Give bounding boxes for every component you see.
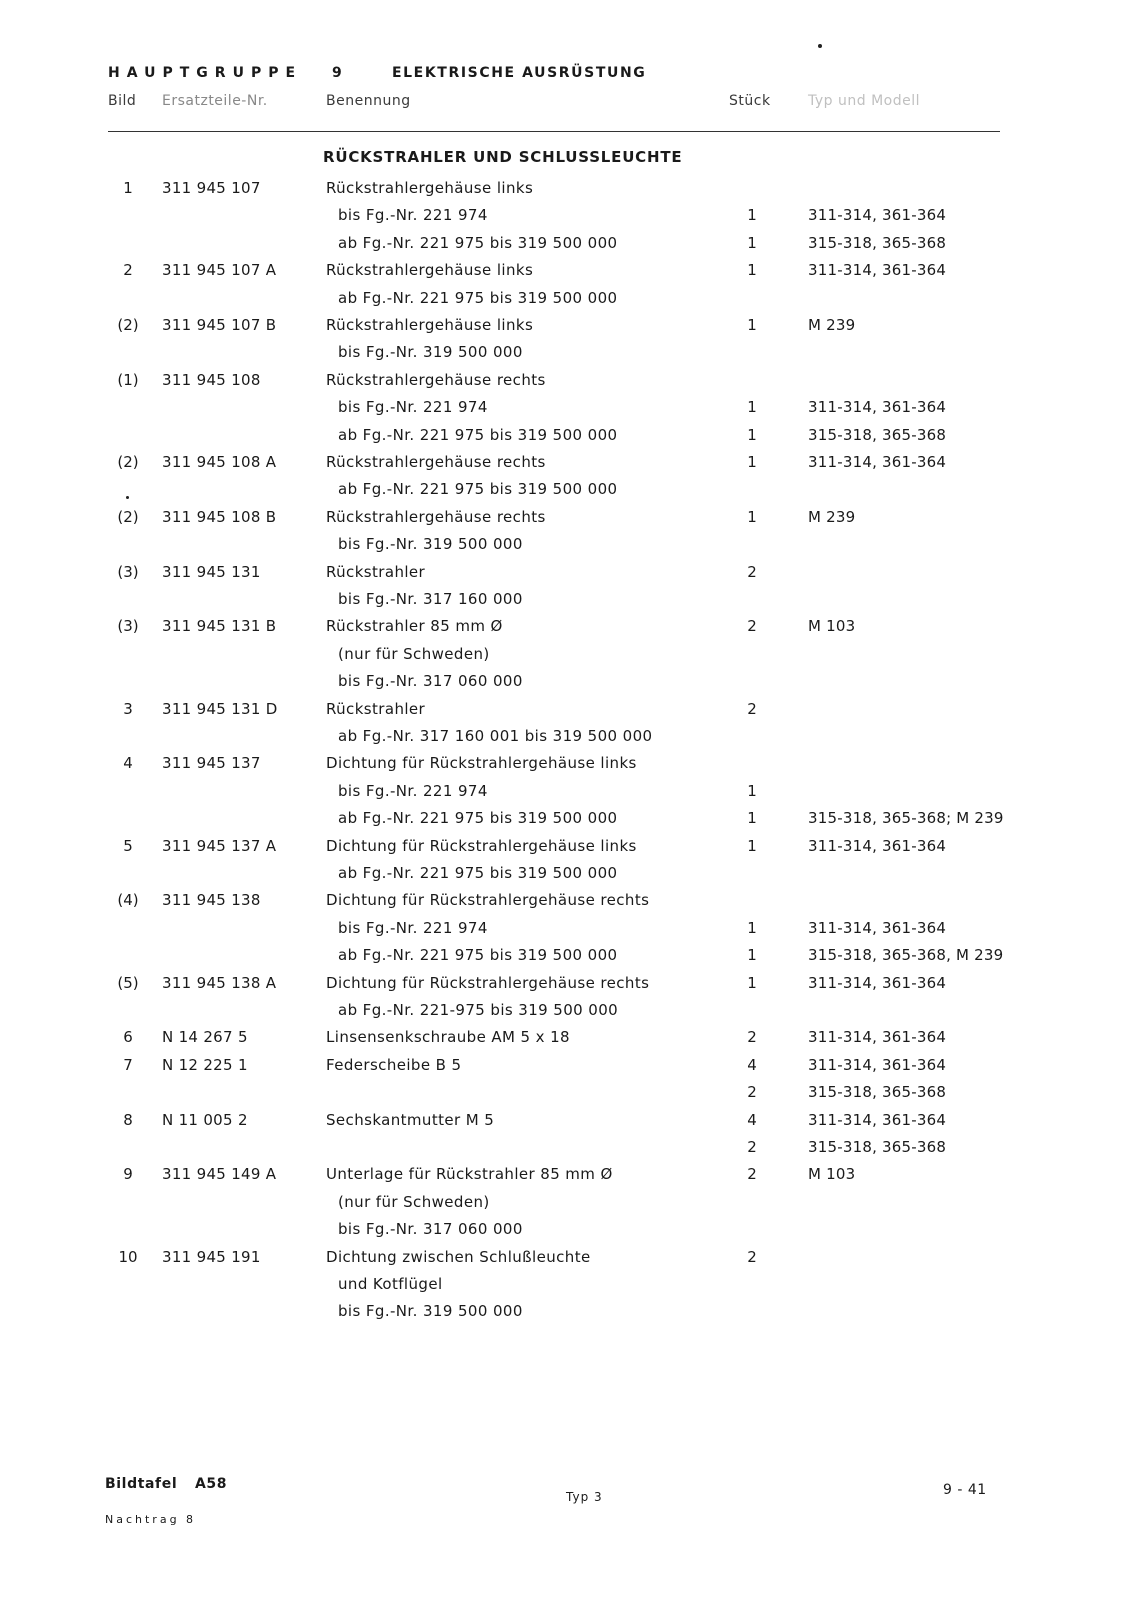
cell-typ: M 103 bbox=[808, 1165, 856, 1183]
cell-bild: 6 bbox=[123, 1028, 133, 1046]
cell-ersatzteil-nr: 311 945 108 bbox=[162, 371, 261, 389]
cell-benennung: bis Fg.-Nr. 221 974 bbox=[338, 206, 488, 224]
cell-stueck: 2 bbox=[747, 563, 757, 581]
cell-benennung: bis Fg.-Nr. 221 974 bbox=[338, 782, 488, 800]
table-row bbox=[0, 508, 1137, 532]
cell-benennung: ab Fg.-Nr. 221 975 bis 319 500 000 bbox=[338, 809, 618, 827]
cell-bild: (5) bbox=[117, 974, 139, 992]
cell-typ: 311-314, 361-364 bbox=[808, 206, 947, 224]
cell-bild: 7 bbox=[123, 1056, 133, 1074]
table-row bbox=[0, 946, 1137, 970]
table-row bbox=[0, 891, 1137, 915]
cell-bild: (4) bbox=[117, 891, 139, 909]
table-row bbox=[0, 919, 1137, 943]
cell-benennung: Rückstrahler bbox=[326, 700, 426, 718]
cell-typ: 315-318, 365-368 bbox=[808, 234, 947, 252]
bildtafel-label: Bildtafel bbox=[105, 1476, 178, 1492]
cell-typ: 311-314, 361-364 bbox=[808, 1111, 947, 1129]
column-header-benennung: Benennung bbox=[326, 93, 411, 109]
cell-stueck: 1 bbox=[747, 508, 757, 526]
cell-benennung: ab Fg.-Nr. 221 975 bis 319 500 000 bbox=[338, 234, 618, 252]
hauptgruppe-title: ELEKTRISCHE AUSRÜSTUNG bbox=[392, 65, 647, 81]
cell-typ: 311-314, 361-364 bbox=[808, 261, 947, 279]
cell-typ: 311-314, 361-364 bbox=[808, 1028, 947, 1046]
page-number: 9 - 41 bbox=[943, 1482, 987, 1498]
table-row bbox=[0, 754, 1137, 778]
cell-typ: M 239 bbox=[808, 316, 856, 334]
table-row bbox=[0, 206, 1137, 230]
cell-benennung: ab Fg.-Nr. 221-975 bis 319 500 000 bbox=[338, 1001, 619, 1019]
cell-ersatzteil-nr: N 14 267 5 bbox=[162, 1028, 248, 1046]
cell-bild: (2) bbox=[117, 316, 139, 334]
section-title: RÜCKSTRAHLER UND SCHLUSSLEUCHTE bbox=[323, 148, 683, 166]
column-header-bild: Bild bbox=[108, 93, 137, 109]
cell-benennung: Dichtung für Rückstrahlergehäuse rechts bbox=[326, 891, 650, 909]
cell-stueck: 1 bbox=[747, 946, 757, 964]
cell-benennung: Federscheibe B 5 bbox=[326, 1056, 462, 1074]
cell-stueck: 4 bbox=[747, 1056, 757, 1074]
cell-stueck: 2 bbox=[747, 1248, 757, 1266]
column-header-ersatzteil: Ersatzteile-Nr. bbox=[162, 93, 268, 109]
cell-bild: 4 bbox=[123, 754, 133, 772]
cell-stueck: 2 bbox=[747, 1165, 757, 1183]
table-row bbox=[0, 289, 1137, 313]
table-row bbox=[0, 1083, 1137, 1107]
cell-ersatzteil-nr: 311 945 191 bbox=[162, 1248, 261, 1266]
table-row bbox=[0, 480, 1137, 504]
table-row bbox=[0, 672, 1137, 696]
cell-benennung: Sechskantmutter M 5 bbox=[326, 1111, 495, 1129]
cell-benennung: Unterlage für Rückstrahler 85 mm Ø bbox=[326, 1165, 613, 1183]
cell-benennung: Dichtung zwischen Schlußleuchte bbox=[326, 1248, 591, 1266]
cell-ersatzteil-nr: 311 945 108 B bbox=[162, 508, 277, 526]
cell-benennung: Rückstrahlergehäuse rechts bbox=[326, 371, 546, 389]
cell-stueck: 1 bbox=[747, 782, 757, 800]
table-row bbox=[0, 535, 1137, 559]
table-row bbox=[0, 343, 1137, 367]
cell-benennung: Dichtung für Rückstrahlergehäuse rechts bbox=[326, 974, 650, 992]
header-rule bbox=[108, 131, 1000, 132]
cell-bild: 1 bbox=[123, 179, 133, 197]
cell-benennung: Rückstrahlergehäuse links bbox=[326, 179, 534, 197]
table-row bbox=[0, 234, 1137, 258]
table-row bbox=[0, 782, 1137, 806]
cell-ersatzteil-nr: N 12 225 1 bbox=[162, 1056, 248, 1074]
cell-benennung: ab Fg.-Nr. 221 975 bis 319 500 000 bbox=[338, 289, 618, 307]
table-row bbox=[0, 1275, 1137, 1299]
cell-typ: 311-314, 361-364 bbox=[808, 1056, 947, 1074]
table-row bbox=[0, 617, 1137, 641]
cell-bild: 2 bbox=[123, 261, 133, 279]
cell-stueck: 4 bbox=[747, 1111, 757, 1129]
cell-stueck: 2 bbox=[747, 617, 757, 635]
hauptgruppe-number: 9 bbox=[332, 65, 342, 81]
column-header-typ: Typ und Modell bbox=[808, 93, 920, 109]
cell-ersatzteil-nr: 311 945 131 D bbox=[162, 700, 278, 718]
cell-typ: 315-318, 365-368 bbox=[808, 426, 947, 444]
scan-speck bbox=[818, 44, 822, 48]
cell-ersatzteil-nr: 311 945 107 A bbox=[162, 261, 277, 279]
table-row bbox=[0, 1220, 1137, 1244]
cell-stueck: 1 bbox=[747, 316, 757, 334]
cell-benennung: bis Fg.-Nr. 319 500 000 bbox=[338, 535, 523, 553]
table-row bbox=[0, 426, 1137, 450]
cell-ersatzteil-nr: 311 945 107 bbox=[162, 179, 261, 197]
table-row bbox=[0, 453, 1137, 477]
cell-stueck: 2 bbox=[747, 1028, 757, 1046]
cell-benennung: ab Fg.-Nr. 317 160 001 bis 319 500 000 bbox=[338, 727, 653, 745]
table-row bbox=[0, 590, 1137, 614]
cell-stueck: 1 bbox=[747, 453, 757, 471]
cell-bild: 10 bbox=[118, 1248, 138, 1266]
cell-stueck: 1 bbox=[747, 426, 757, 444]
cell-ersatzteil-nr: 311 945 137 bbox=[162, 754, 261, 772]
cell-benennung: Rückstrahler 85 mm Ø bbox=[326, 617, 503, 635]
cell-typ: 315-318, 365-368 bbox=[808, 1083, 947, 1101]
table-row bbox=[0, 645, 1137, 669]
cell-benennung: (nur für Schweden) bbox=[338, 645, 490, 663]
cell-benennung: Dichtung für Rückstrahlergehäuse links bbox=[326, 837, 637, 855]
cell-benennung: Linsensenkschraube AM 5 x 18 bbox=[326, 1028, 570, 1046]
cell-typ: M 103 bbox=[808, 617, 856, 635]
cell-benennung: Rückstrahlergehäuse rechts bbox=[326, 453, 546, 471]
table-row bbox=[0, 809, 1137, 833]
cell-bild: 5 bbox=[123, 837, 133, 855]
cell-benennung: ab Fg.-Nr. 221 975 bis 319 500 000 bbox=[338, 480, 618, 498]
cell-typ: 311-314, 361-364 bbox=[808, 919, 947, 937]
cell-ersatzteil-nr: 311 945 138 A bbox=[162, 974, 277, 992]
hauptgruppe-label: HAUPTGRUPPE bbox=[108, 65, 303, 81]
table-row bbox=[0, 727, 1137, 751]
cell-bild: 3 bbox=[123, 700, 133, 718]
cell-ersatzteil-nr: 311 945 108 A bbox=[162, 453, 277, 471]
cell-stueck: 2 bbox=[747, 1083, 757, 1101]
cell-stueck: 1 bbox=[747, 398, 757, 416]
cell-bild: (3) bbox=[117, 617, 139, 635]
table-row bbox=[0, 1302, 1137, 1326]
cell-benennung: bis Fg.-Nr. 317 060 000 bbox=[338, 1220, 523, 1238]
cell-ersatzteil-nr: 311 945 107 B bbox=[162, 316, 277, 334]
cell-stueck: 1 bbox=[747, 809, 757, 827]
table-row bbox=[0, 261, 1137, 285]
cell-stueck: 1 bbox=[747, 261, 757, 279]
table-row bbox=[0, 1138, 1137, 1162]
cell-stueck: 2 bbox=[747, 700, 757, 718]
cell-typ: 315-318, 365-368, M 239 bbox=[808, 946, 1004, 964]
cell-bild: (1) bbox=[117, 371, 139, 389]
table-row bbox=[0, 864, 1137, 888]
cell-stueck: 2 bbox=[747, 1138, 757, 1156]
cell-bild: (2) bbox=[117, 508, 139, 526]
cell-stueck: 1 bbox=[747, 919, 757, 937]
cell-ersatzteil-nr: 311 945 149 A bbox=[162, 1165, 277, 1183]
cell-benennung: bis Fg.-Nr. 317 060 000 bbox=[338, 672, 523, 690]
cell-benennung: Rückstrahler bbox=[326, 563, 426, 581]
cell-benennung: bis Fg.-Nr. 221 974 bbox=[338, 919, 488, 937]
table-row bbox=[0, 179, 1137, 203]
cell-stueck: 1 bbox=[747, 837, 757, 855]
table-row bbox=[0, 316, 1137, 340]
cell-benennung: (nur für Schweden) bbox=[338, 1193, 490, 1211]
cell-ersatzteil-nr: N 11 005 2 bbox=[162, 1111, 248, 1129]
column-header-stueck: Stück bbox=[729, 93, 771, 109]
cell-benennung: ab Fg.-Nr. 221 975 bis 319 500 000 bbox=[338, 864, 618, 882]
cell-benennung: ab Fg.-Nr. 221 975 bis 319 500 000 bbox=[338, 426, 618, 444]
cell-benennung: Rückstrahlergehäuse links bbox=[326, 261, 534, 279]
cell-benennung: bis Fg.-Nr. 319 500 000 bbox=[338, 343, 523, 361]
table-row bbox=[0, 1165, 1137, 1189]
scan-speck bbox=[126, 496, 129, 499]
cell-typ: 315-318, 365-368 bbox=[808, 1138, 947, 1156]
cell-benennung: Rückstrahlergehäuse rechts bbox=[326, 508, 546, 526]
table-row bbox=[0, 1028, 1137, 1052]
cell-benennung: Dichtung für Rückstrahlergehäuse links bbox=[326, 754, 637, 772]
table-row bbox=[0, 1248, 1137, 1272]
cell-ersatzteil-nr: 311 945 131 B bbox=[162, 617, 277, 635]
cell-typ: 315-318, 365-368; M 239 bbox=[808, 809, 1004, 827]
cell-benennung: und Kotflügel bbox=[338, 1275, 443, 1293]
table-row bbox=[0, 1193, 1137, 1217]
cell-bild: 8 bbox=[123, 1111, 133, 1129]
table-row bbox=[0, 371, 1137, 395]
cell-typ: 311-314, 361-364 bbox=[808, 837, 947, 855]
cell-benennung: bis Fg.-Nr. 319 500 000 bbox=[338, 1302, 523, 1320]
cell-typ: M 239 bbox=[808, 508, 856, 526]
table-row bbox=[0, 1001, 1137, 1025]
cell-typ: 311-314, 361-364 bbox=[808, 398, 947, 416]
cell-bild: (3) bbox=[117, 563, 139, 581]
bildtafel-number: A58 bbox=[195, 1476, 228, 1492]
cell-typ: 311-314, 361-364 bbox=[808, 453, 947, 471]
cell-benennung: bis Fg.-Nr. 221 974 bbox=[338, 398, 488, 416]
table-row bbox=[0, 1111, 1137, 1135]
cell-ersatzteil-nr: 311 945 138 bbox=[162, 891, 261, 909]
cell-ersatzteil-nr: 311 945 137 A bbox=[162, 837, 277, 855]
cell-benennung: ab Fg.-Nr. 221 975 bis 319 500 000 bbox=[338, 946, 618, 964]
table-row bbox=[0, 837, 1137, 861]
cell-stueck: 1 bbox=[747, 206, 757, 224]
table-row bbox=[0, 1056, 1137, 1080]
cell-ersatzteil-nr: 311 945 131 bbox=[162, 563, 261, 581]
cell-bild: (2) bbox=[117, 453, 139, 471]
table-row bbox=[0, 563, 1137, 587]
cell-stueck: 1 bbox=[747, 234, 757, 252]
table-row bbox=[0, 974, 1137, 998]
cell-bild: 9 bbox=[123, 1165, 133, 1183]
typ-label: Typ 3 bbox=[566, 1490, 603, 1504]
cell-typ: 311-314, 361-364 bbox=[808, 974, 947, 992]
cell-benennung: bis Fg.-Nr. 317 160 000 bbox=[338, 590, 523, 608]
cell-benennung: Rückstrahlergehäuse links bbox=[326, 316, 534, 334]
table-row bbox=[0, 700, 1137, 724]
cell-stueck: 1 bbox=[747, 974, 757, 992]
nachtrag-label: Nachtrag 8 bbox=[105, 1513, 197, 1526]
table-row bbox=[0, 398, 1137, 422]
